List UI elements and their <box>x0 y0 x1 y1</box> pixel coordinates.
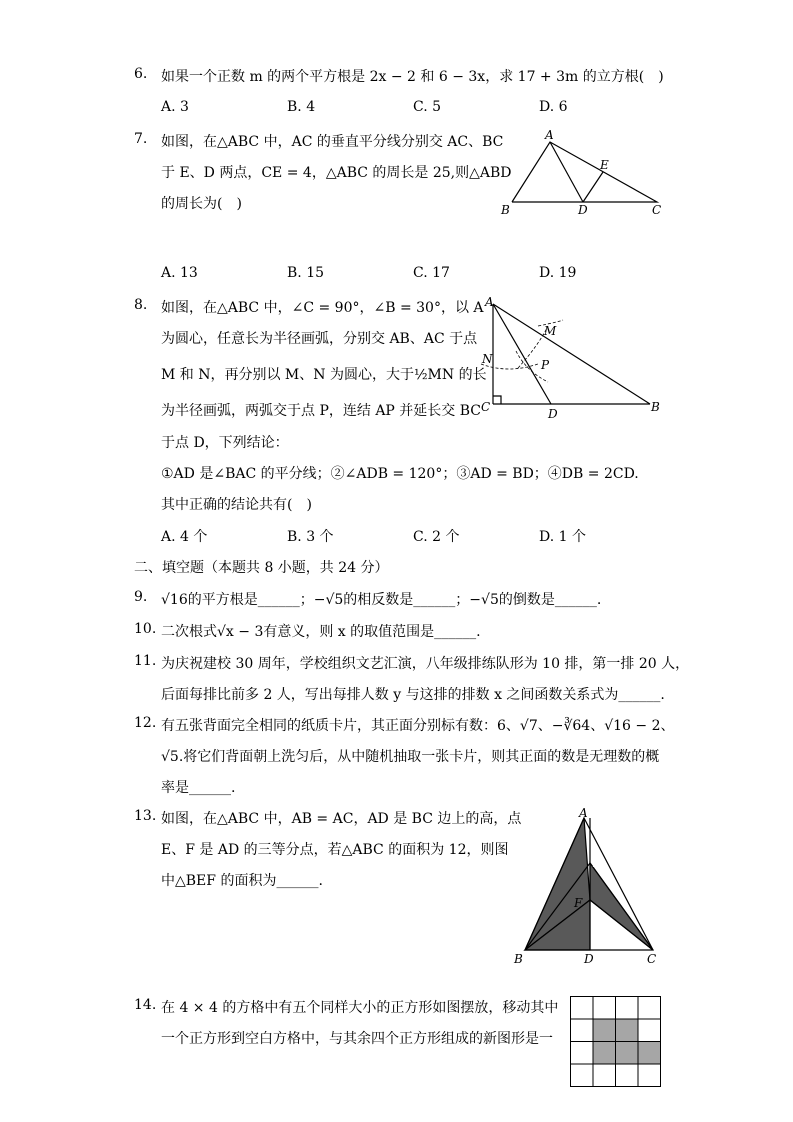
q8-label-d: D <box>548 407 558 421</box>
q7-line-1: 如图，在△ABC 中，AC 的垂直平分线分别交 AC、BC <box>161 134 504 150</box>
q13-line-2: E、F 是 AD 的三等分点，若△ABC 的面积为 12，则图 <box>161 842 509 858</box>
q8-line-7: 其中正确的结论共有( ) <box>161 497 312 513</box>
q10-text: 二次根式√x − 3有意义，则 x 的取值范围是______. <box>161 624 481 640</box>
q7-option-a: A. 13 <box>161 265 198 281</box>
q13-triangle-figure <box>510 805 665 970</box>
q12-line-2: √5.将它们背面朝上洗匀后，从中随机抽取一张卡片，则其正面的数是无理数的概 <box>161 749 660 765</box>
q13-line-1: 如图，在△ABC 中，AB = AC，AD 是 BC 边上的高，点 <box>161 811 522 827</box>
q8-line-1: 如图，在△ABC 中，∠C = 90°，∠B = 30°，以 A <box>161 300 484 316</box>
q14-grid-figure <box>570 996 662 1088</box>
q8-label-a: A <box>485 295 494 309</box>
q7-option-d: D. 19 <box>539 265 577 281</box>
q7-label-e: E <box>600 158 609 172</box>
q8-line-2: 为圆心，任意长为半径画弧，分别交 AB、AC 于点 <box>161 331 478 347</box>
q7-label-a: A <box>545 128 554 142</box>
q7-label-b: B <box>501 203 510 217</box>
q6-option-c: C. 5 <box>413 99 442 115</box>
q7-option-c: C. 17 <box>413 265 450 281</box>
q12-line-1: 有五张背面完全相同的纸质卡片，其正面分别标有数：6、√7、−∛64、√16 − 2、 <box>161 718 675 734</box>
q12-line-3: 率是______. <box>161 780 236 796</box>
q7-label-d: D <box>578 203 588 217</box>
q6-option-d: D. 6 <box>539 99 568 115</box>
q7-number: 7. <box>134 131 148 147</box>
q8-label-b: B <box>651 400 660 414</box>
q10-number: 10. <box>134 621 157 637</box>
q8-triangle-figure <box>478 296 673 421</box>
q8-option-c: C. 2 个 <box>413 529 460 545</box>
q13-label-e: E <box>593 856 602 870</box>
q8-line-6: ①AD 是∠BAC 的平分线；②∠ADB = 120°；③AD = BD；④DB = 2CD. <box>161 466 639 482</box>
q11-number: 11. <box>134 653 157 669</box>
q14-number: 14. <box>134 997 157 1013</box>
q14-line-1: 在 4 × 4 的方格中有五个同样大小的正方形如图摆放，移动其中 <box>161 1000 559 1016</box>
q13-number: 13. <box>134 808 157 824</box>
q13-label-d: D <box>584 952 594 966</box>
q8-line-3: M 和 N，再分别以 M、N 为圆心，大于½MN 的长 <box>161 367 487 383</box>
q8-option-a: A. 4 个 <box>161 529 208 545</box>
q11-line-1: 为庆祝建校 30 周年，学校组织文艺汇演，八年级排练队形为 10 排，第一排 20 人， <box>161 656 690 672</box>
q8-label-m: M <box>544 324 557 338</box>
q8-option-b: B. 3 个 <box>287 529 334 545</box>
q7-line-3: 的周长为( ) <box>161 196 242 212</box>
q13-label-c: C <box>647 952 657 966</box>
q8-label-n: N <box>482 352 493 366</box>
q12-number: 12. <box>134 715 157 731</box>
q6-number: 6. <box>134 66 148 82</box>
q13-label-f: F <box>574 896 583 910</box>
section-heading: 二、填空题（本题共 8 小题，共 24 分） <box>134 560 389 576</box>
q8-number: 8. <box>134 297 148 313</box>
q9-number: 9. <box>134 589 148 605</box>
q7-line-2: 于 E、D 两点，CE = 4，△ABC 的周长是 25,则△ABD <box>161 165 512 181</box>
q13-label-b: B <box>514 952 523 966</box>
q6-text: 如果一个正数 m 的两个平方根是 2x − 2 和 6 − 3x，求 17 + 3m 的立方根( ) <box>161 69 664 85</box>
q7-label-c: C <box>652 203 662 217</box>
q9-text: √16的平方根是______；−√5的相反数是______；−√5的倒数是______. <box>161 592 602 608</box>
q8-option-d: D. 1 个 <box>539 529 586 545</box>
q13-line-3: 中△BEF 的面积为______. <box>161 873 323 889</box>
q13-label-a: A <box>579 806 588 820</box>
q7-triangle-figure <box>500 125 670 220</box>
q6-option-a: A. 3 <box>161 99 189 115</box>
q11-line-2: 后面每排比前多 2 人，写出每排人数 y 与这排的排数 x 之间函数关系式为______. <box>161 687 665 703</box>
q8-label-p: P <box>541 358 550 372</box>
q8-line-5: 于点 D，下列结论： <box>161 435 289 451</box>
q8-line-4: 为半径画弧，两弧交于点 P，连结 AP 并延长交 BC <box>161 403 482 419</box>
q8-label-c: C <box>481 400 491 414</box>
q14-line-2: 一个正方形到空白方格中，与其余四个正方形组成的新图形是一 <box>161 1031 553 1047</box>
q7-option-b: B. 15 <box>287 265 325 281</box>
q6-option-b: B. 4 <box>287 99 316 115</box>
